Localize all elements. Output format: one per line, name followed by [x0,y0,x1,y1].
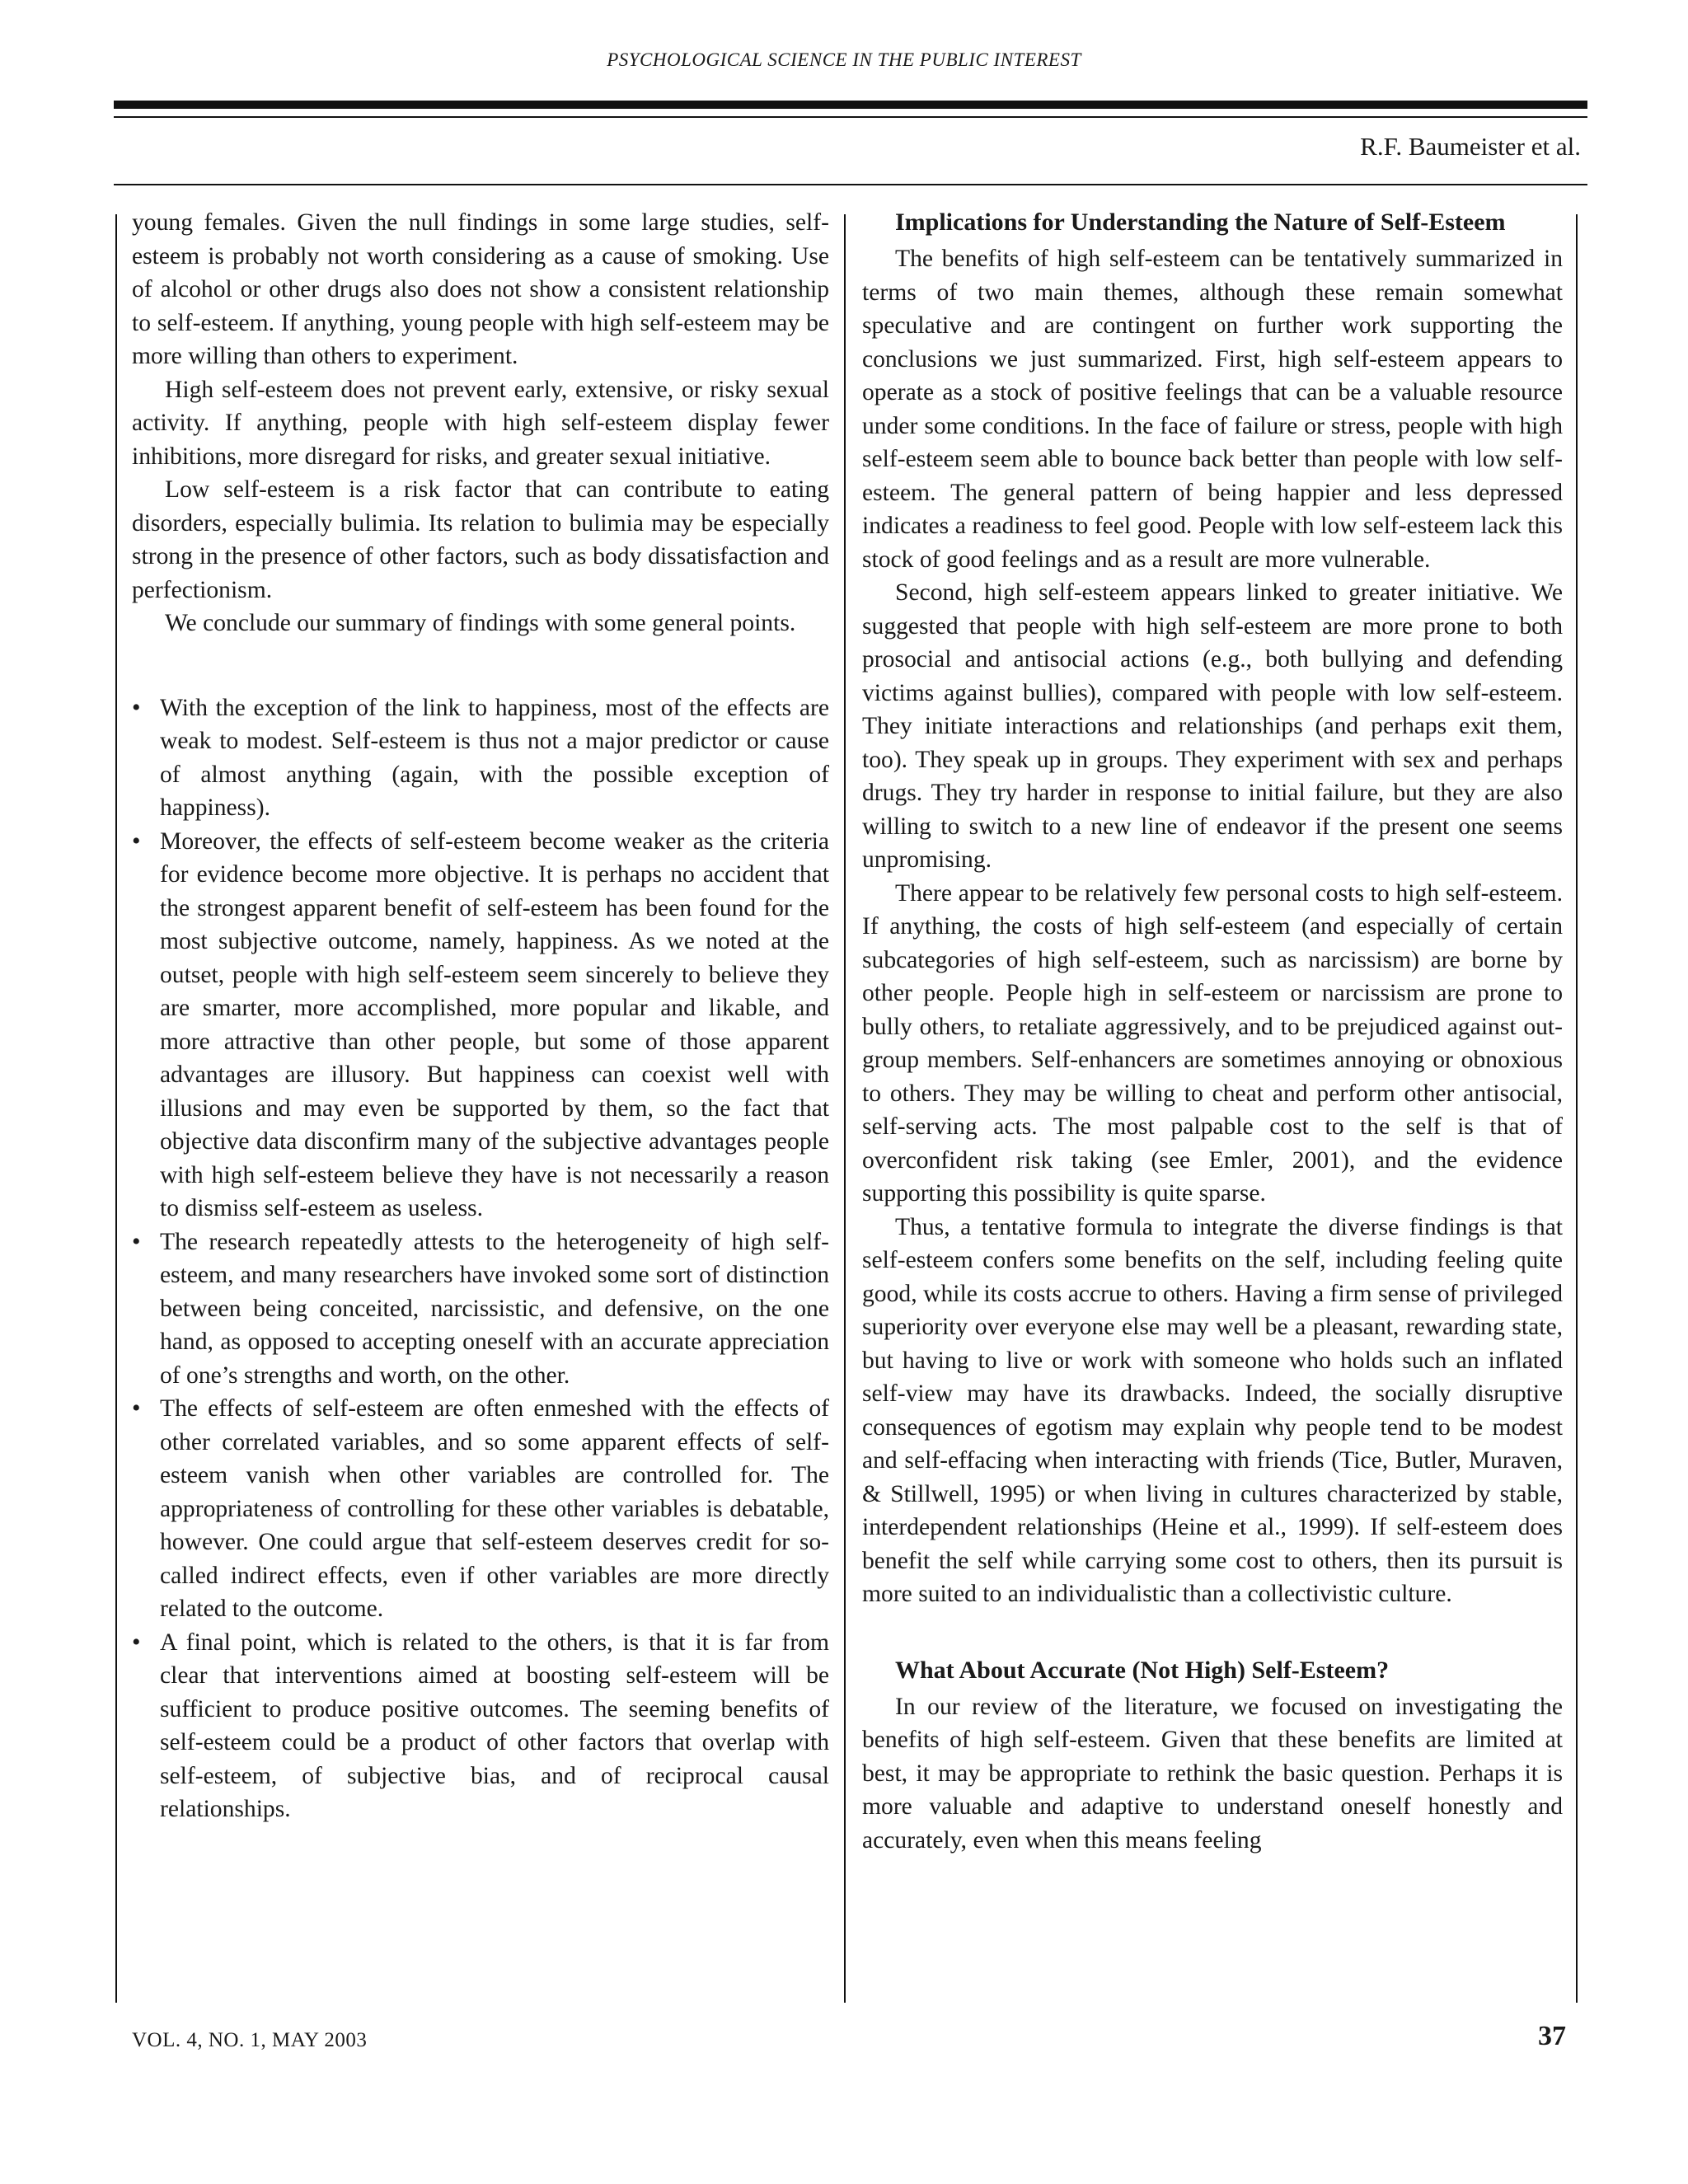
body-paragraph: Second, high self-esteem appears linked to greater initiative. We suggested that people with high self-esteem are more prone to both prosocial and antisocial actions (e.g., both bullying and defending victims against bullies), compared with people with low self-esteem. They initiate interactions and relationships (and perhaps exit them, too). They speak up in groups. They experiment with sex and perhaps drugs. They try harder in response to initial failure, but they are also willing to switch to a new line of endeavor if the present one seems unpromising. [862,579,1563,873]
list-item [132,825,829,1226]
column-rule-right [1576,214,1578,2003]
left-column [132,206,829,1826]
list-item-text: A final point, which is related to the others, is that it is far from clear that interventions aimed at boosting self-esteem will be sufficient to produce positive outcomes. The seeming benefits of self-esteem could be a product of other factors that overlap with self-esteem, of subjective bias, and of reciprocal causal relationships. [160,1629,829,1822]
body-paragraph: In our review of the literature, we focused on investigating the benefits of high self-esteem. Given that these benefits are limited at best, it may be appropriate to rethink the basic question. Perhaps it is more valuable and adaptive to understand oneself honestly and accurately, even when this means feeling [862,1693,1563,1854]
header-rule-bottom [114,184,1587,185]
body-paragraph: Thus, a tentative formula to integrate the diverse findings is that self-esteem confers some benefits on the self, including feeling quite good, while its costs accrue to others. Having a firm sense of privileged superiority over everyone else may well be a pleasant, rewarding state, but having to live or work with someone who holds such an inflated self-view may have its drawbacks. Indeed, the socially disruptive consequences of egotism may explain why people tend to be modest and self-effacing when interacting with friends (Tice, Butler, Muraven, & Stillwell, 1995) or when living in cultures characterized by stable, interdependent relationships (Heine et al., 1999). If self-esteem does benefit the self while carrying some cost to others, then its pursuit is more suited to an individualistic than a collectivistic culture. [862,1213,1563,1607]
running-head-authors: R.F. Baumeister et al. [1360,132,1581,161]
bullet-icon: • [132,1227,141,1255]
summary-points-list [132,691,829,1826]
section-heading-implications: Implications for Understanding the Nature of Self-Esteem [895,209,1506,236]
header-rule-thin [114,116,1587,118]
list-item-text: Moreover, the effects of self-esteem become weaker as the criteria for evidence become more objective. It is perhaps no accident that the strongest apparent benefit of self-esteem has been found for the most subjective outcome, namely, happiness. As we noted at the outset, people with high self-esteem seem sincerely to believe they are smarter, more accomplished, more popular and likable, and more attractive than other people, but some of those apparent advantages are illusory. But happiness can coexist well with illusions and may even be supported by them, so the fact that objective data disconfirm many of the subjective advantages people with high self-esteem believe they have is not necessarily a reason to dismiss self-esteem as useless. [160,827,829,1221]
page-number: 37 [1538,2021,1566,2051]
list-item [132,1392,829,1626]
list-item [132,1226,829,1393]
column-rule-middle [844,214,846,2003]
issue-info: VOL. 4, NO. 1, MAY 2003 [132,2029,368,2051]
header-rule-thick [114,101,1587,109]
bullet-icon: • [132,1628,141,1656]
body-paragraph: High self-esteem does not prevent early, extensive, or risky sexual activity. If anything, people with high self-esteem display fewer inhibitions, more disregard for risks, and greater sexual initiative. [132,376,829,470]
paragraph-spacer [132,640,829,691]
list-item-text: With the exception of the link to happiness, most of the effects are weak to modest. Self-esteem is thus not a major predictor or cause of almost anything (again, with the possible exception of happiness). [160,694,829,821]
body-paragraph: We conclude our summary of findings with some general points. [165,610,796,636]
body-paragraph: There appear to be relatively few personal costs to high self-esteem. If anything, the costs of high self-esteem (and especially of certain subcategories of high self-esteem, such as narcissism) are borne by other people. People high in self-esteem or narcissism are prone to bully others, to retaliate aggressively, and to be prejudiced against out-group members. Self-enhancers are sometimes annoying or obnoxious to others. They may be willing to cheat and perform other antisocial, self-serving acts. The most palpable cost to the self is that of overconfident risk taking (see Emler, 2001), and the evidence supporting this possibility is quite sparse. [862,879,1563,1207]
list-item [132,1626,829,1826]
section-spacer [862,1611,1563,1654]
right-column [862,206,1563,1857]
body-paragraph: The benefits of high self-esteem can be tentatively summarized in terms of two main themes, although these remain somewhat speculative and are contingent on further work supporting the conclusions we just summarized. First, high self-esteem appears to operate as a stock of positive feelings that can be a valuable resource under some conditions. In the face of failure or stress, people with high self-esteem seem able to bounce back better than people with low self-esteem. The general pattern of being happier and less depressed indicates a readiness to feel good. People with low self-esteem lack this stock of good feelings and as a result are more vulnerable. [862,246,1563,573]
body-paragraph: young females. Given the null findings in some large studies, self-esteem is probably not worth considering as a cause of smoking. Use of alcohol or other drugs also does not show a consistent relationship to self-esteem. If anything, young people with high self-esteem may be more willing than others to experiment. [132,209,829,369]
list-item-text: The effects of self-esteem are often enmeshed with the effects of other correlated variables, and so some apparent effects of self-esteem vanish when other variables are controlled for. The appropriateness of controlling for these other variables is debatable, however. One could argue that self-esteem deserves credit for so-called indirect effects, even if other variables are more directly related to the outcome. [160,1395,829,1622]
bullet-icon: • [132,1394,141,1422]
section-heading-accurate-self-esteem: What About Accurate (Not High) Self-Esteem? [895,1656,1390,1684]
column-rule-left [115,214,117,2003]
body-paragraph: Low self-esteem is a risk factor that can contribute to eating disorders, especially bulimia. Its relation to bulimia may be especially strong in the presence of other factors, such as body dissatisfaction and perfectionism. [132,476,829,603]
list-item-text: The research repeatedly attests to the heterogeneity of high self-esteem, and many researchers have invoked some sort of distinction between being conceited, narcissistic, and defensive, on the one hand, as opposed to accepting oneself with an accurate appreciation of one’s strengths and worth, on the other. [160,1228,829,1389]
journal-title: PSYCHOLOGICAL SCIENCE IN THE PUBLIC INTEREST [607,49,1081,70]
bullet-icon: • [132,693,141,721]
list-item [132,691,829,825]
bullet-icon: • [132,827,141,855]
